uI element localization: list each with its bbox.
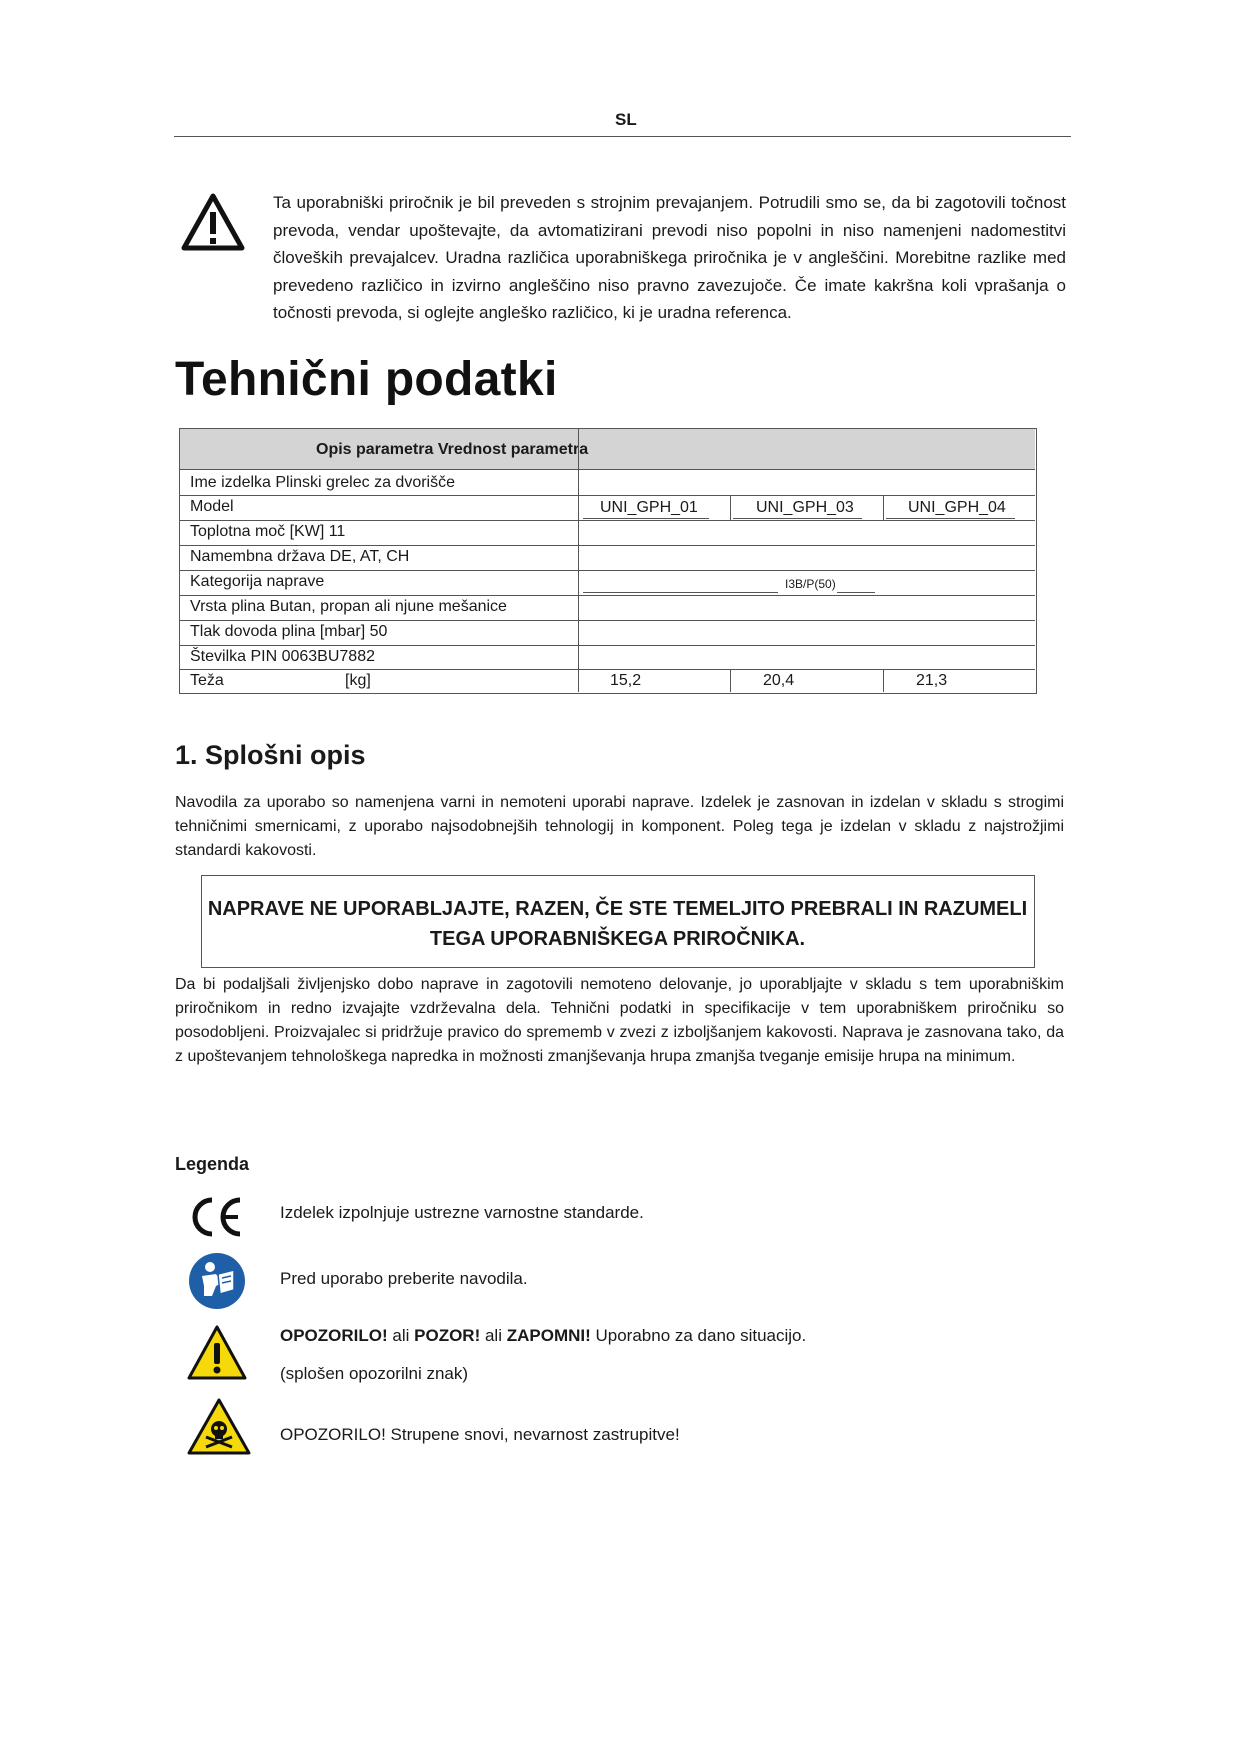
legend-item-text: Izdelek izpolnjuje ustrezne varnostne standarde. xyxy=(280,1203,644,1222)
page-title: Tehnični podatki xyxy=(175,353,558,406)
legend-rest: Uporabno za dano situacijo. xyxy=(590,1326,807,1345)
legend-item-text: Pred uporabo preberite navodila. xyxy=(280,1269,528,1288)
intro-paragraph: Navodila za uporabo so namenjena varni in nemoteni uporabi naprave. Izdelek je zasnovan in izdelan v skladu s strogimi tehničnimi smernicami, z uporabo najsodobnejših tehnologij in komponent. Poleg tega je izdelan v skladu z najstrožjimi standardi kakovosti. xyxy=(175,794,1064,859)
notice-line: NAPRAVE NE UPORABLJAJTE, RAZEN, ČE STE TEMELJITO PREBRALI IN RAZUMELI xyxy=(207,898,1028,920)
table-row-label: Ime izdelka Plinski grelec za dvorišče xyxy=(190,474,455,491)
notice-line: TEGA UPORABNIŠKEGA PRIROČNIKA. xyxy=(429,928,806,950)
table-row-label: Vrsta plina Butan, propan ali njune mešanice xyxy=(190,598,507,615)
table-row-divider xyxy=(180,545,1035,546)
legend-sep: ali xyxy=(387,1326,415,1345)
model-underline xyxy=(583,518,709,519)
model-value: UNI_GPH_03 xyxy=(756,499,854,516)
table-row-divider xyxy=(180,620,1035,621)
table-row-divider xyxy=(180,570,1035,571)
table-column-divider xyxy=(578,429,579,692)
table-row-label: Tlak dovoda plina [mbar] 50 xyxy=(190,623,388,640)
model-divider xyxy=(883,495,884,520)
table-row-label: Namembna država DE, AT, CH xyxy=(190,548,410,565)
legend-bold: OPOZORILO! xyxy=(280,1326,388,1345)
weight-value: 21,3 xyxy=(916,672,948,689)
legend-bold: ZAPOMNI! xyxy=(506,1326,591,1345)
model-value: UNI_GPH_01 xyxy=(600,499,698,516)
table-row-divider xyxy=(180,669,1035,670)
legend-sep: ali xyxy=(480,1326,507,1345)
table-header-text: Opis parametra Vrednost parametra xyxy=(316,441,589,458)
weight-unit: [kg] xyxy=(345,672,371,689)
read-manual-icon xyxy=(186,1250,248,1312)
warning-triangle-icon xyxy=(180,192,246,252)
toxic-warning-icon xyxy=(186,1397,248,1459)
table-row-label: Model xyxy=(190,498,234,515)
legend-title: Legenda xyxy=(175,1154,250,1174)
model-underline xyxy=(733,518,862,519)
table-row-divider xyxy=(180,520,1035,521)
weight-divider xyxy=(883,669,884,692)
weight-value: 20,4 xyxy=(763,672,795,689)
language-code: SL xyxy=(615,110,637,129)
translation-notice-text: Ta uporabniški priročnik je bil preveden s strojnim prevajanjem. Potrudili smo se, da bi zagotovili točnost prevoda, vendar upoštevajte, da avtomatizirani prevodi niso popolni in niso namenjeni nadomestitvi človeških prevajalcev. Uradna različica uporabniškega priročnika je v angleščini. Morebitne razlike med prevedeno različico in izvirno angleščino niso pravno zavezujoče. Če imate kakršna koli vprašanja o točnosti prevoda, si oglejte angleško različico, ki je uradna referenca. xyxy=(273,193,1066,322)
legend-subtext: (splošen opozorilni znak) xyxy=(280,1364,469,1383)
table-row-label: Kategorija naprave xyxy=(190,573,325,590)
weight-divider xyxy=(730,669,731,692)
category-underline xyxy=(583,592,778,593)
warning-notice-box xyxy=(201,875,1035,968)
table-header xyxy=(180,429,1035,470)
section-title: 1. Splošni opis xyxy=(175,740,366,770)
table-row-label: Številka PIN 0063BU7882 xyxy=(190,648,375,665)
model-divider xyxy=(730,495,731,520)
header-divider xyxy=(174,136,1071,137)
body-paragraph: Da bi podaljšali življenjsko dobo naprave in zagotovili nemoteno delovanje, jo uporabljajte v skladu s tem uporabniškim priročnikom in redno izvajajte vzdrževalna dela. Tehnični podatki in specifikacije v tem uporabniškem priročniku so posodobljeni. Proizvajalec si pridržuje pravico do sprememb v zvezi z izboljšanjem kakovosti. Naprava je zasnovana tako, da z upoštevanjem tehnološkega napredka in možnosti zmanjševanja hrupa zmanjša tveganje emisije hrupa na minimum. xyxy=(175,976,1064,1065)
model-underline xyxy=(886,518,1015,519)
legend-bold: POZOR! xyxy=(414,1326,481,1345)
legend-item-text: OPOZORILO! Strupene snovi, nevarnost zastrupitve! xyxy=(280,1425,680,1444)
ce-mark-icon xyxy=(186,1186,248,1248)
spec-table xyxy=(179,428,1037,694)
table-row-label: Teža xyxy=(190,672,224,689)
model-value: UNI_GPH_04 xyxy=(908,499,1006,516)
table-row-label: Toplotna moč [KW] 11 xyxy=(190,523,346,540)
table-row-divider xyxy=(180,495,1035,496)
category-value xyxy=(785,577,836,591)
category-underline xyxy=(837,592,875,593)
table-row-divider xyxy=(180,595,1035,596)
warning-notice-text xyxy=(202,894,1033,954)
weight-value: 15,2 xyxy=(610,672,642,689)
table-row-divider xyxy=(180,645,1035,646)
category-value-text: I3B/P(50) xyxy=(785,577,836,591)
legend-warning-line xyxy=(280,1326,806,1346)
general-warning-icon xyxy=(186,1324,248,1386)
